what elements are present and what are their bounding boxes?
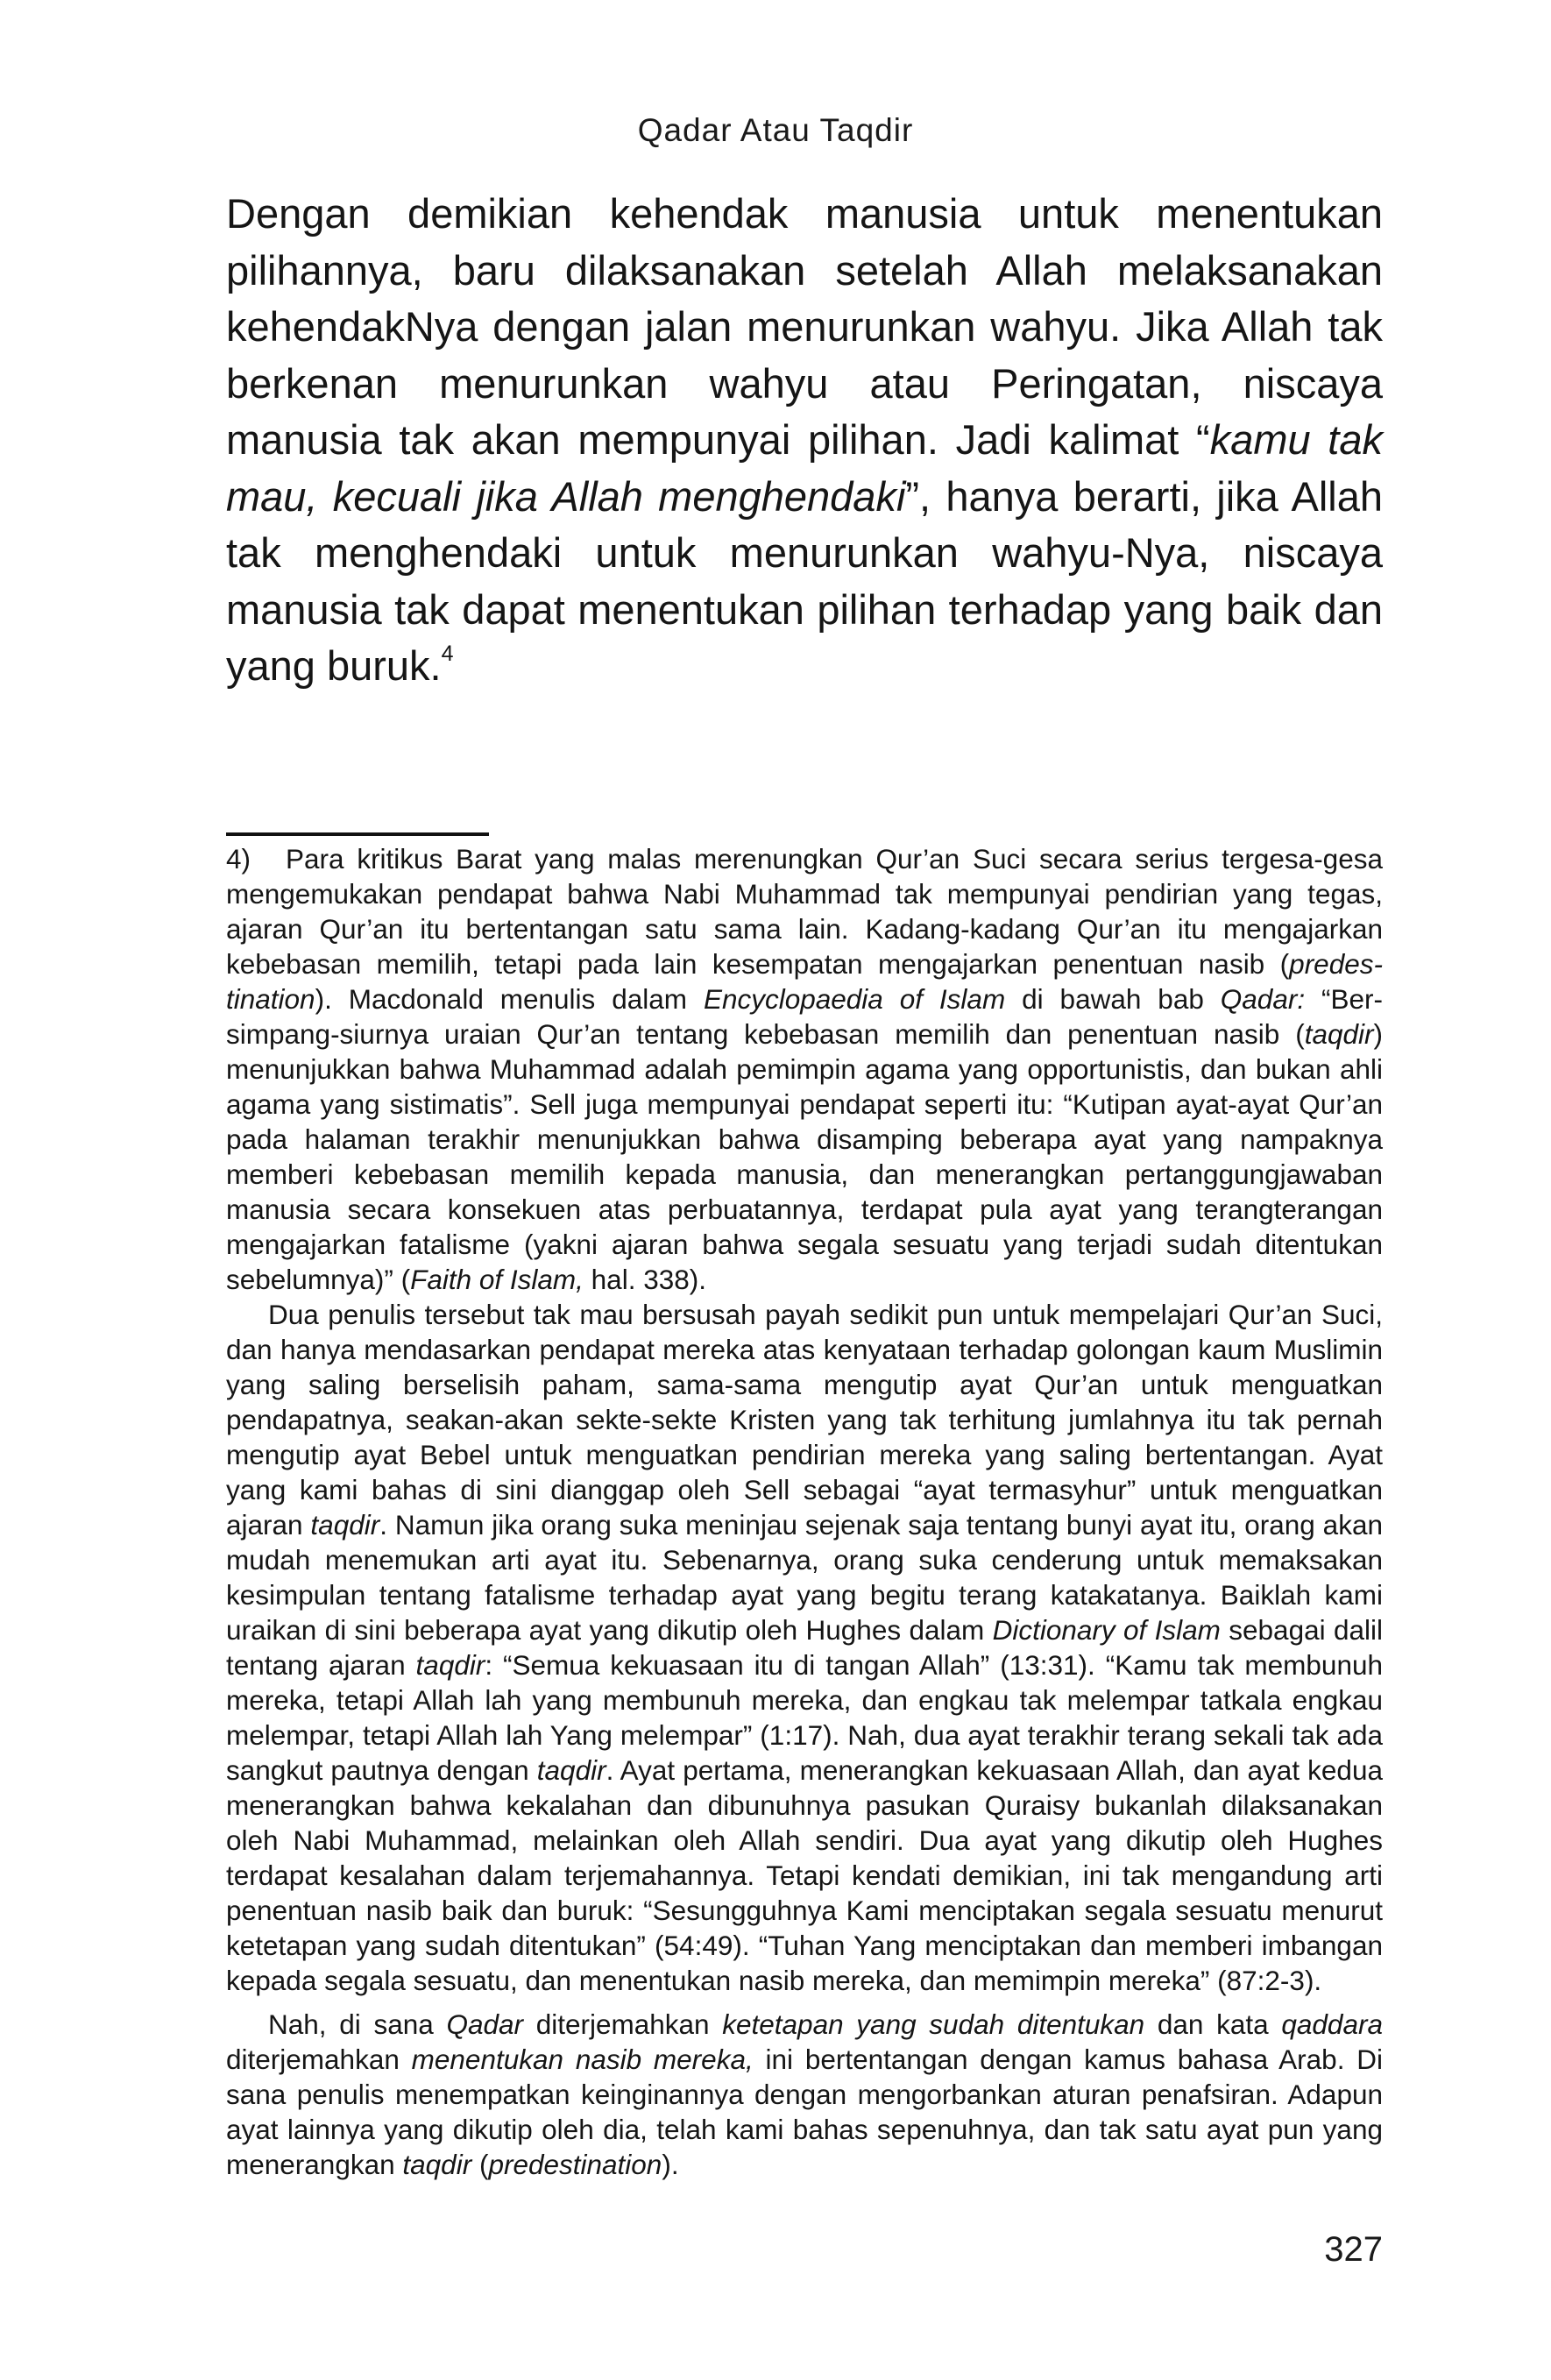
footnote-text: ini bertentangan dengan kamus bahasa Arab. Di sana penulis menempatkan keinginannya dengan mengorbankan aturan penafsiran. Adapun ayat lainnya yang dikutip oleh dia, telah kami bahas sepenuhnya, dan tak satu ayat pun yang menerangkan	[226, 2044, 1383, 2180]
footnote-text: “Bersimpang-siurnya uraian Qur’an tentang kebebasan memilih dan penentuan nasib (	[226, 983, 1384, 1050]
footnote-italic: Qadar:	[1220, 983, 1306, 1015]
footnote-text: Nah, di sana	[268, 2008, 447, 2040]
footnote-paragraph-2	[226, 1297, 1383, 1998]
footnote-text: ).	[662, 2149, 679, 2180]
footnote-text: Dua penulis tersebut tak mau bersusah payah sedikit pun untuk mempelajari Qur’an Suci, dan hanya mendasarkan pendapat mereka atas kenyataan terhadap golongan kaum Muslimin yang saling berselisih paham, sama-sama mengutip ayat Qur’an untuk menguatkan pendapatnya, seakan-akan sekte-sekte Kristen yang tak terhitung jumlahnya itu tak pernah mengutip ayat Bebel untuk menguatkan pendirian mereka yang saling bertentangan. Ayat yang kami bahas di sini dianggap oleh Sell sebagai “ayat termasyhur” untuk menguatkan ajaran	[226, 1299, 1383, 1541]
footnote-italic: menentukan nasib mereka,	[411, 2044, 754, 2075]
footnote-text: ) menunjukkan bahwa Muhammad adalah pemimpin agama yang opportunistis, dan bukan ahli agama yang sistimatis”. Sell juga mempunyai pendapat seperti itu: “Kutipan ayat-ayat Qur’an pada halaman terakhir menunjukkan bahwa disamping beberapa ayat yang nampaknya memberi kebebasan memilih kepada manusia, dan menerangkan pertanggungjawaban manusia secara konsekuen atas perbuatannya, terdapat pula ayat yang terangterangan mengajarkan fatalisme (yakni ajaran bahwa segala sesuatu yang terjadi sudah ditentukan sebelumnya)” (	[226, 1018, 1383, 1295]
footnote-text: . Ayat pertama, menerangkan kekuasaan Allah, dan ayat kedua menerangkan bahwa kekalahan dan dibunuhnya pasukan Quraisy bukanlah dilaksanakan oleh Nabi Muhammad, melainkan oleh Allah sendiri. Dua ayat yang dikutip oleh Hughes terdapat kesalahan dalam terjemahannya. Tetapi kendati demikian, ini tak mengandung arti penentuan nasib baik dan buruk: “Sesungguhnya Kami menciptakan segala sesuatu menurut ketetapan yang sudah ditentukan” (54:49). “Tuhan Yang menciptakan dan memberi imbangan kepada segala sesuatu, dan menentukan nasib mereka, dan memimpin mereka” (87:2-3).	[226, 1754, 1383, 1996]
footnote-italic: predestination	[488, 2149, 662, 2180]
footnote-paragraph-3	[226, 2007, 1383, 2182]
footnote-italic: Dictionary of Islam	[992, 1614, 1221, 1646]
footnote-text: ). Macdonald menulis dalam	[315, 983, 704, 1015]
footnotes-section	[226, 841, 1383, 2182]
footnote-text: . Namun jika orang suka meninjau sejenak saja tentang bunyi ayat itu, orang akan mudah menemukan arti ayat itu. Sebenarnya, orang suka cenderung untuk memaksakan kesimpulan tentang fatalisme terhadap ayat yang begitu terang katakatanya. Baiklah kami uraikan di sini beberapa ayat yang dikutip oleh Hughes dalam	[226, 1509, 1383, 1646]
footnote-italic: taqdir	[1304, 1018, 1374, 1050]
footnote-text: Para kritikus Barat yang malas merenungkan Qur’an Suci secara serius tergesa-gesa mengemukakan pendapat bahwa Nabi Muhammad tak mempunyai pendirian yang tegas, ajaran Qur’an itu bertentangan satu sama lain. Kadang-kadang Qur’an itu mengajarkan kebebasan memilih, tetapi pada lain kesempatan mengajarkan penentuan nasib (	[226, 843, 1383, 980]
main-quote: kamu tak mau, kecuali jika Allah menghendaki	[226, 416, 1383, 520]
footnote-italic: taqdir	[402, 2149, 472, 2180]
footnote-text: diterjemahkan	[523, 2008, 723, 2040]
page-number: 327	[1324, 2230, 1383, 2269]
footnote-italic: predestination	[226, 948, 1383, 1015]
footnote-italic: taqdir	[536, 1754, 606, 1786]
footnote-text: : “Semua kekuasaan itu di tangan Allah” (13:31). “Kamu tak membunuh mereka, tetapi Allah lah yang membunuh mereka, dan engkau tak melempar tatkala engkau melempar, tetapi Allah lah Yang melempar” (1:17). Nah, dua ayat terakhir terang sekali tak ada sangkut pautnya dengan	[226, 1649, 1383, 1786]
footnote-reference: 4	[441, 641, 454, 666]
main-text-part: ”, hanya berarti, jika Allah tak menghendaki untuk menurunkan wahyu-Nya, niscaya manusia tak dapat menentukan pilihan terhadap yang baik dan yang buruk.	[226, 472, 1383, 689]
footnote-italic: Qadar	[446, 2008, 523, 2040]
footnote-italic: qaddara	[1281, 2008, 1383, 2040]
footnote-italic: taqdir	[415, 1649, 485, 1681]
footnote-text: (	[471, 2149, 489, 2180]
footnote-number: 4)	[226, 843, 251, 875]
footnote-italic: taqdir	[310, 1509, 380, 1541]
running-header-title: Qadar Atau Taqdir	[637, 112, 914, 148]
footnote-text: hal. 338).	[583, 1264, 706, 1295]
footnote-text: di bawah bab	[1005, 983, 1221, 1015]
footnote-text: diterjemahkan	[226, 2044, 412, 2075]
footnote-text: sebagai dalil tentang ajaran	[226, 1614, 1383, 1681]
main-text-part: Dengan demikian kehendak manusia untuk menentukan pilihannya, baru dilaksanakan setelah Allah melaksanakan kehendakNya dengan jalan menurunkan wahyu. Jika Allah tak berkenan menurunkan wahyu atau Peringatan, niscaya manusia tak akan mempunyai pilihan. Jadi kalimat “	[226, 190, 1383, 463]
footnote-paragraph-1	[226, 841, 1383, 1297]
footnote-italic: ketetapan yang sudah ditentukan	[722, 2008, 1145, 2040]
footnote-text: dan kata	[1144, 2008, 1282, 2040]
footnote-italic: Faith of Islam,	[410, 1264, 584, 1295]
main-paragraph	[226, 186, 1383, 695]
footnote-separator	[226, 832, 489, 836]
footnote-italic: Encyclopaedia of Islam	[703, 983, 1006, 1015]
